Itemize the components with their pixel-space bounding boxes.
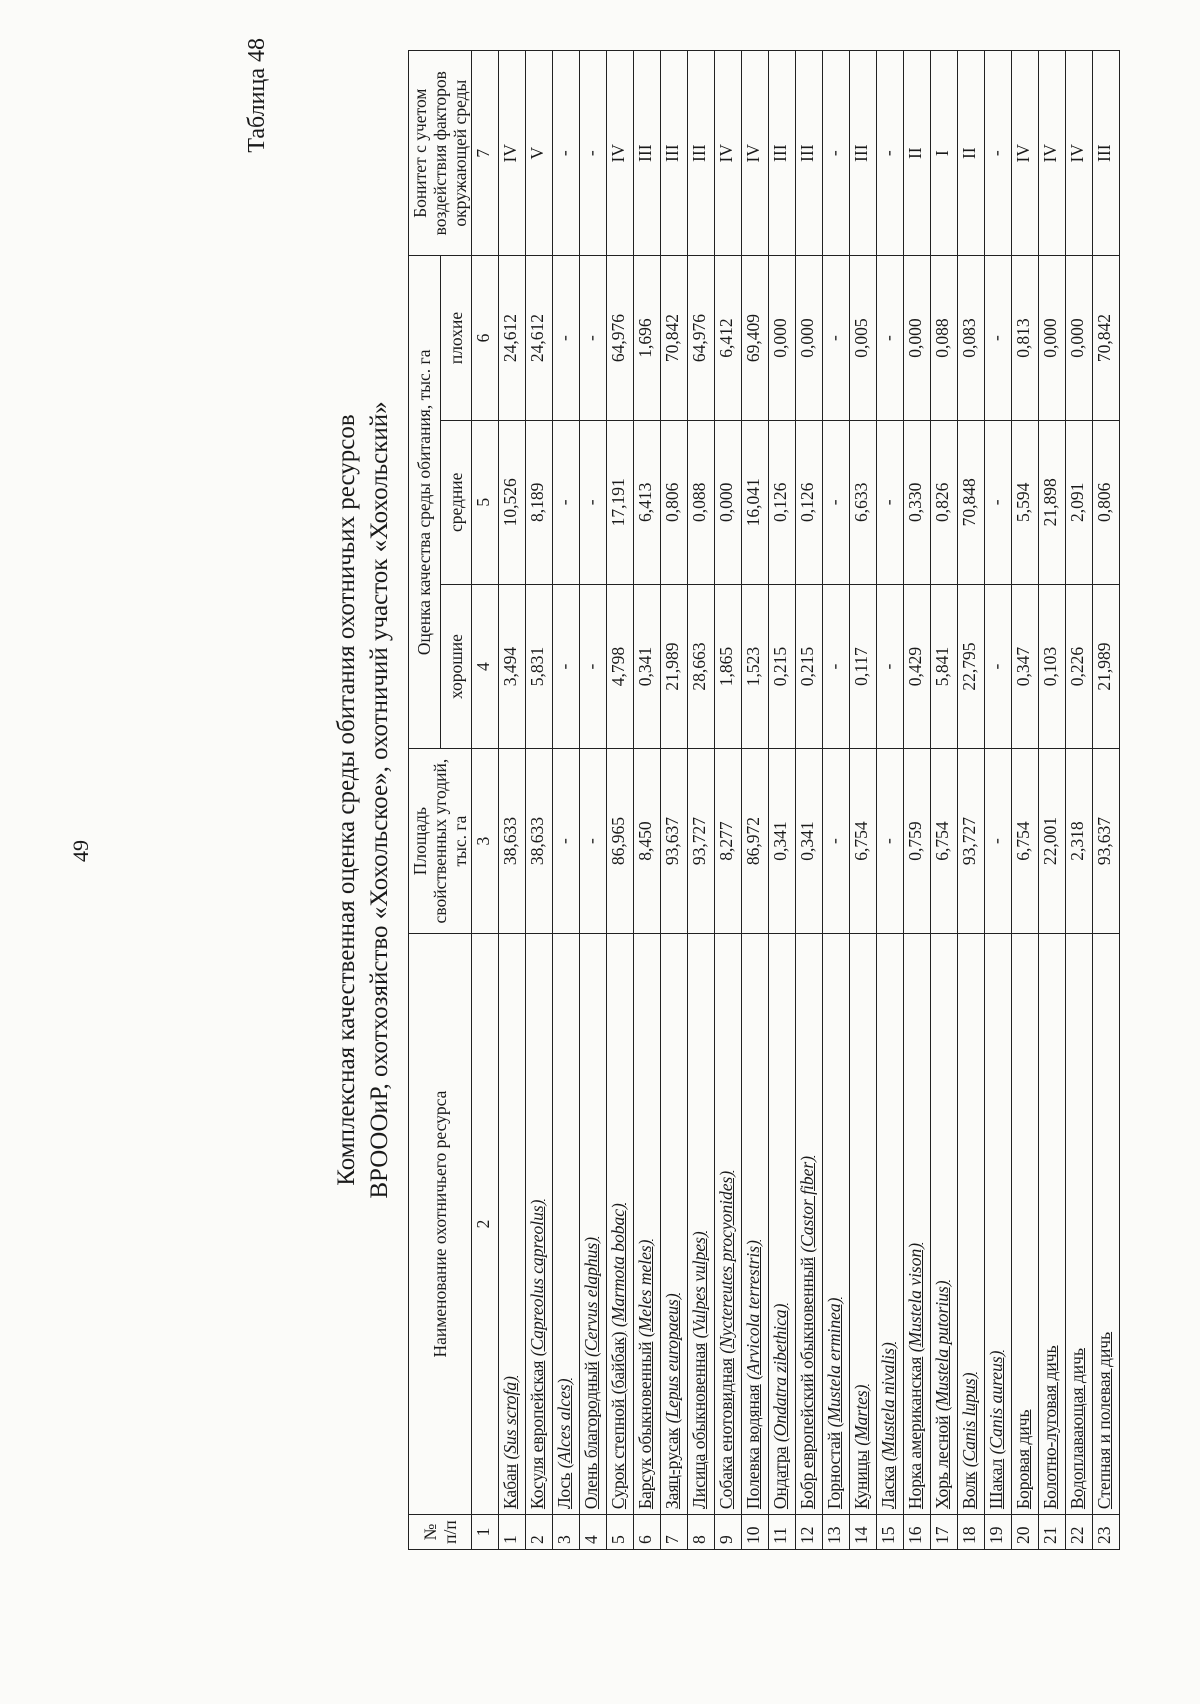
bonitet-value: IV <box>1039 51 1066 256</box>
resource-name <box>958 933 985 1514</box>
medium-value: 0,088 <box>688 420 715 584</box>
good-value: 0,215 <box>796 584 823 748</box>
good-value: 5,841 <box>931 584 958 748</box>
resource-common-name: Лось <box>554 1472 574 1510</box>
table-row <box>580 51 607 1550</box>
row-number: 14 <box>850 1515 877 1550</box>
resource-common-name: Шакал <box>986 1458 1006 1510</box>
resource-name <box>1066 933 1093 1514</box>
good-value: 0,226 <box>1066 584 1093 748</box>
header-poor: плохие <box>440 256 472 420</box>
resource-name <box>526 933 553 1514</box>
resource-latin-name: (Mustela putorius) <box>932 1280 952 1412</box>
bonitet-value: III <box>796 51 823 256</box>
resource-common-name: Собака енотовидная <box>716 1358 736 1510</box>
resource-latin-name: (Capreolus capreolus) <box>527 1199 547 1357</box>
table-row <box>1066 51 1093 1550</box>
resource-latin-name: (Ondatra zibethica) <box>770 1303 790 1443</box>
resource-common-name: Косуля европейская <box>527 1360 547 1510</box>
good-value: 0,103 <box>1039 584 1066 748</box>
good-value: 5,831 <box>526 584 553 748</box>
bonitet-value: III <box>688 51 715 256</box>
header-medium: средние <box>440 420 472 584</box>
bonitet-value: III <box>769 51 796 256</box>
poor-value: - <box>823 256 850 420</box>
resource-common-name: Хорь лесной <box>932 1415 952 1510</box>
resource-common-name: Куницы <box>851 1450 871 1510</box>
area-value: 0,341 <box>769 749 796 934</box>
area-value: 93,727 <box>958 749 985 934</box>
column-index: 1 <box>472 1515 499 1550</box>
row-number: 16 <box>904 1515 931 1550</box>
resource-name <box>688 933 715 1514</box>
table-row <box>769 51 796 1550</box>
area-value: 2,318 <box>1066 749 1093 934</box>
table-row <box>526 51 553 1550</box>
area-value: 86,972 <box>742 749 769 934</box>
resource-common-name: Кабан <box>500 1463 520 1510</box>
poor-value: 0,000 <box>1066 256 1093 420</box>
resource-common-name: Волк <box>959 1471 979 1510</box>
bonitet-value: - <box>877 51 904 256</box>
header-area: Площадь свойственных угодий, тыс. га <box>409 749 472 934</box>
bonitet-value: IV <box>715 51 742 256</box>
row-number: 8 <box>688 1515 715 1550</box>
resource-latin-name: (Canis aureus) <box>986 1350 1006 1455</box>
medium-value: 0,330 <box>904 420 931 584</box>
row-number: 22 <box>1066 1515 1093 1550</box>
table-row <box>661 51 688 1550</box>
resource-name <box>850 933 877 1514</box>
resource-latin-name: (Sus scrofa) <box>500 1376 520 1460</box>
area-value: - <box>553 749 580 934</box>
column-index: 6 <box>472 256 499 420</box>
area-value: 0,759 <box>904 749 931 934</box>
resource-latin-name: (Meles meles) <box>635 1239 655 1338</box>
row-number: 7 <box>661 1515 688 1550</box>
resource-name <box>661 933 688 1514</box>
medium-value: - <box>823 420 850 584</box>
bonitet-value: - <box>580 51 607 256</box>
table-row <box>634 51 661 1550</box>
resource-name <box>1012 933 1039 1514</box>
good-value: 21,989 <box>661 584 688 748</box>
resource-common-name: Лисица обыкновенная <box>689 1342 709 1510</box>
resource-name <box>823 933 850 1514</box>
medium-value: 70,848 <box>958 420 985 584</box>
table-row <box>715 51 742 1550</box>
resource-common-name: Водоплавающая дичь <box>1067 1348 1087 1510</box>
header-row-1 <box>409 51 441 1550</box>
poor-value: 0,088 <box>931 256 958 420</box>
poor-value: 0,005 <box>850 256 877 420</box>
area-value: 93,727 <box>688 749 715 934</box>
good-value: 0,429 <box>904 584 931 748</box>
row-number: 17 <box>931 1515 958 1550</box>
resource-latin-name: (Vulpes vulpes) <box>689 1231 709 1339</box>
table-row <box>688 51 715 1550</box>
medium-value: 0,806 <box>1093 420 1120 584</box>
resource-latin-name: (Mustela nivalis) <box>878 1342 898 1462</box>
poor-value: 0,000 <box>904 256 931 420</box>
table-body <box>472 51 1120 1550</box>
medium-value: 2,091 <box>1066 420 1093 584</box>
resource-name <box>769 933 796 1514</box>
poor-value: 70,842 <box>661 256 688 420</box>
area-value: 38,633 <box>526 749 553 934</box>
header-num: № п/п <box>409 1515 472 1550</box>
resource-name <box>499 933 526 1514</box>
row-number: 21 <box>1039 1515 1066 1550</box>
area-value: - <box>985 749 1012 934</box>
medium-value: 16,041 <box>742 420 769 584</box>
resource-common-name: Ондатра <box>770 1446 790 1510</box>
row-number: 6 <box>634 1515 661 1550</box>
table-row <box>499 51 526 1550</box>
header-bonitet: Бонитет с учетом воздействия факторов окружающей среды <box>409 51 472 256</box>
row-number: 23 <box>1093 1515 1120 1550</box>
resource-latin-name: (Nyctereutes procyonides) <box>716 1170 736 1354</box>
resource-latin-name: (Martes) <box>851 1384 871 1446</box>
resource-latin-name: (Lepus europaeus) <box>662 1293 682 1424</box>
medium-value: 0,806 <box>661 420 688 584</box>
poor-value: 69,409 <box>742 256 769 420</box>
medium-value: 8,189 <box>526 420 553 584</box>
resource-common-name: Олень благородный <box>581 1361 601 1510</box>
resource-common-name: Боровая дичь <box>1013 1409 1033 1510</box>
resource-latin-name: (Marmota bobac) <box>608 1203 628 1328</box>
medium-value: 17,191 <box>607 420 634 584</box>
good-value: 1,523 <box>742 584 769 748</box>
resource-name <box>607 933 634 1514</box>
row-number: 1 <box>499 1515 526 1550</box>
resource-latin-name: (Mustela erminea) <box>824 1297 844 1428</box>
poor-value: 0,813 <box>1012 256 1039 420</box>
resource-name <box>1093 933 1120 1514</box>
row-number: 19 <box>985 1515 1012 1550</box>
poor-value: - <box>877 256 904 420</box>
title-line-1: Комплексная качественная оценка среды обитания охотничьих ресурсов <box>333 414 360 1186</box>
column-index: 2 <box>472 933 499 1514</box>
resource-name <box>985 933 1012 1514</box>
row-number: 10 <box>742 1515 769 1550</box>
table-row <box>850 51 877 1550</box>
bonitet-value: - <box>823 51 850 256</box>
table-row <box>931 51 958 1550</box>
area-value: 0,341 <box>796 749 823 934</box>
row-number: 13 <box>823 1515 850 1550</box>
poor-value: 0,083 <box>958 256 985 420</box>
area-value: 8,450 <box>634 749 661 934</box>
poor-value: 0,000 <box>769 256 796 420</box>
area-value: - <box>823 749 850 934</box>
resource-name <box>1039 933 1066 1514</box>
column-index: 4 <box>472 584 499 748</box>
table-row <box>904 51 931 1550</box>
bonitet-value: - <box>985 51 1012 256</box>
bonitet-value: - <box>553 51 580 256</box>
table-row <box>796 51 823 1550</box>
page-number: 49 <box>68 840 93 862</box>
resource-latin-name: (Castor fiber) <box>797 1155 817 1253</box>
column-index: 5 <box>472 420 499 584</box>
resource-name <box>877 933 904 1514</box>
medium-value: - <box>877 420 904 584</box>
poor-value: 70,842 <box>1093 256 1120 420</box>
table-row <box>1012 51 1039 1550</box>
resource-name <box>931 933 958 1514</box>
area-value: 22,001 <box>1039 749 1066 934</box>
medium-value: 10,526 <box>499 420 526 584</box>
resource-common-name: Болотно-луговая дичь <box>1040 1345 1060 1510</box>
good-value: - <box>580 584 607 748</box>
resource-name <box>634 933 661 1514</box>
row-number: 9 <box>715 1515 742 1550</box>
table-row <box>1039 51 1066 1550</box>
resource-common-name: Степная и полевая дичь <box>1094 1331 1114 1510</box>
good-value: 28,663 <box>688 584 715 748</box>
good-value: 22,795 <box>958 584 985 748</box>
area-value: 93,637 <box>1093 749 1120 934</box>
good-value: - <box>985 584 1012 748</box>
medium-value: 21,898 <box>1039 420 1066 584</box>
good-value: 0,347 <box>1012 584 1039 748</box>
resource-common-name: Сурок степной (байбак) <box>608 1331 628 1510</box>
header-good: хорошие <box>440 584 472 748</box>
poor-value: 24,612 <box>499 256 526 420</box>
area-value: - <box>580 749 607 934</box>
bonitet-value: III <box>850 51 877 256</box>
bonitet-value: III <box>634 51 661 256</box>
header-name: Наименование охотничьего ресурса <box>409 933 472 1514</box>
poor-value: - <box>985 256 1012 420</box>
table-row <box>1093 51 1120 1550</box>
bonitet-value: IV <box>742 51 769 256</box>
resource-name <box>553 933 580 1514</box>
resource-latin-name: (Canis lupus) <box>959 1372 979 1468</box>
resource-name <box>715 933 742 1514</box>
medium-value: 5,594 <box>1012 420 1039 584</box>
medium-value: 6,413 <box>634 420 661 584</box>
bonitet-value: II <box>958 51 985 256</box>
table-title <box>330 20 396 1580</box>
poor-value: 64,976 <box>607 256 634 420</box>
area-value: 6,754 <box>1012 749 1039 934</box>
header-quality: Оценка качества среды обитания, тыс. га <box>409 256 441 749</box>
resource-common-name: Заяц-русак <box>662 1427 682 1510</box>
poor-value: 1,696 <box>634 256 661 420</box>
resource-latin-name: (Arvicola terrestris) <box>743 1240 763 1380</box>
resource-common-name: Горностай <box>824 1431 844 1510</box>
resource-common-name: Полевка водяная <box>743 1384 763 1510</box>
area-value: 86,965 <box>607 749 634 934</box>
good-value: - <box>553 584 580 748</box>
row-number: 12 <box>796 1515 823 1550</box>
area-value: 6,754 <box>850 749 877 934</box>
medium-value: 6,633 <box>850 420 877 584</box>
poor-value: 24,612 <box>526 256 553 420</box>
medium-value: - <box>580 420 607 584</box>
resource-name <box>796 933 823 1514</box>
area-value: 6,754 <box>931 749 958 934</box>
resource-latin-name: (Alces alces) <box>554 1378 574 1469</box>
medium-value: - <box>553 420 580 584</box>
row-number: 3 <box>553 1515 580 1550</box>
area-value: - <box>877 749 904 934</box>
bonitet-value: III <box>661 51 688 256</box>
good-value: - <box>877 584 904 748</box>
resource-common-name: Барсук обыкновенный <box>635 1341 655 1510</box>
row-number: 20 <box>1012 1515 1039 1550</box>
row-number: 4 <box>580 1515 607 1550</box>
table-row <box>877 51 904 1550</box>
poor-value: - <box>580 256 607 420</box>
resource-name <box>742 933 769 1514</box>
bonitet-value: III <box>1093 51 1120 256</box>
bonitet-value: IV <box>607 51 634 256</box>
poor-value: 6,412 <box>715 256 742 420</box>
row-number: 18 <box>958 1515 985 1550</box>
table-row <box>985 51 1012 1550</box>
column-index: 7 <box>472 51 499 256</box>
resource-latin-name: (Mustela vison) <box>905 1242 925 1353</box>
row-number: 5 <box>607 1515 634 1550</box>
table-row <box>823 51 850 1550</box>
good-value: - <box>823 584 850 748</box>
good-value: 0,117 <box>850 584 877 748</box>
poor-value: 0,000 <box>796 256 823 420</box>
table-row <box>742 51 769 1550</box>
good-value: 0,215 <box>769 584 796 748</box>
rotated-page-content <box>222 20 1172 1580</box>
area-value: 8,277 <box>715 749 742 934</box>
row-number: 11 <box>769 1515 796 1550</box>
bonitet-value: IV <box>1012 51 1039 256</box>
resource-name <box>580 933 607 1514</box>
medium-value: 0,126 <box>769 420 796 584</box>
title-line-2: ВРОООиР, охотхозяйство «Хохольское», охотничий участок «Хохольский» <box>366 401 393 1199</box>
table-caption: Таблица 48 <box>244 38 270 153</box>
resource-common-name: Норка американская <box>905 1356 925 1510</box>
medium-value: 0,826 <box>931 420 958 584</box>
bonitet-value: IV <box>499 51 526 256</box>
resource-common-name: Ласка <box>878 1465 898 1510</box>
bonitet-value: II <box>904 51 931 256</box>
bonitet-value: I <box>931 51 958 256</box>
table-row <box>958 51 985 1550</box>
table-row <box>607 51 634 1550</box>
habitat-assessment-table <box>408 50 1120 1550</box>
bonitet-value: IV <box>1066 51 1093 256</box>
bonitet-value: V <box>526 51 553 256</box>
good-value: 0,341 <box>634 584 661 748</box>
column-index: 3 <box>472 749 499 934</box>
row-number: 15 <box>877 1515 904 1550</box>
column-index-row <box>472 51 499 1550</box>
medium-value: 0,000 <box>715 420 742 584</box>
area-value: 93,637 <box>661 749 688 934</box>
medium-value: - <box>985 420 1012 584</box>
area-value: 38,633 <box>499 749 526 934</box>
medium-value: 0,126 <box>796 420 823 584</box>
resource-name <box>904 933 931 1514</box>
good-value: 21,989 <box>1093 584 1120 748</box>
resource-common-name: Бобр европейский обыкновенный <box>797 1257 817 1510</box>
table-row <box>553 51 580 1550</box>
good-value: 1,865 <box>715 584 742 748</box>
poor-value: 0,000 <box>1039 256 1066 420</box>
poor-value: 64,976 <box>688 256 715 420</box>
resource-latin-name: (Cervus elaphus) <box>581 1236 601 1357</box>
good-value: 4,798 <box>607 584 634 748</box>
poor-value: - <box>553 256 580 420</box>
row-number: 2 <box>526 1515 553 1550</box>
good-value: 3,494 <box>499 584 526 748</box>
